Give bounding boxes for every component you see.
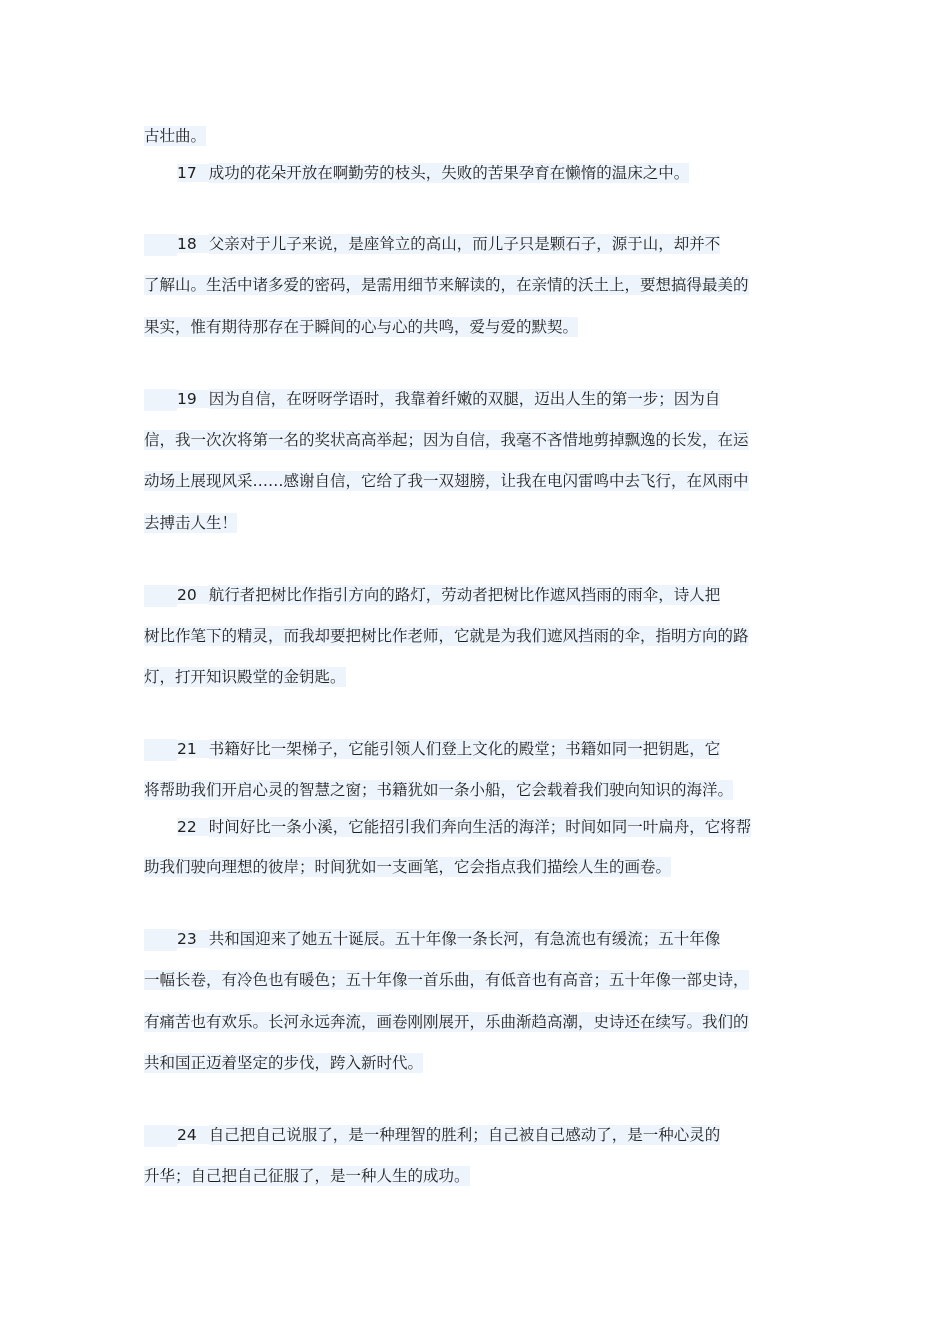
- paragraph-17-line-1: 17 成功的花朵开放在啊勤劳的枝头，失败的苦果孕育在懒惰的温床之中。: [177, 164, 690, 182]
- paragraph-23-line-3: 有痛苦也有欢乐。长河永远奔流，画卷刚刚展开，乐曲渐趋高潮，史诗还在续写。我们的: [144, 1013, 749, 1031]
- paragraph-22-line-1: 22 时间好比一条小溪，它能招引我们奔向生活的海洋；时间如同一叶扁舟，它将帮: [177, 818, 752, 836]
- paragraph-19-line-4: 去搏击人生！: [144, 514, 238, 532]
- paragraph-18-line-2: 了解山。生活中诸多爱的密码，是需用细节来解读的，在亲情的沃土上，要想搞得最美的: [144, 276, 749, 294]
- paragraph-24-line-1: 24 自己把自己说服了，是一种理智的胜利；自己被自己感动了，是一种心灵的: [144, 1123, 720, 1147]
- paragraph-number: 24: [177, 1126, 209, 1144]
- paragraph-20-line-2: 树比作笔下的精灵，而我却要把树比作老师，它就是为我们遮风挡雨的伞，指明方向的路: [144, 627, 749, 645]
- paragraph-16-line-1: 古壮曲。: [144, 127, 207, 145]
- paragraph-number: 20: [177, 586, 209, 604]
- paragraph-21-line-2: 将帮助我们开启心灵的智慧之窗；书籍犹如一条小船，它会载着我们驶向知识的海洋。: [144, 781, 734, 799]
- paragraph-number: 18: [177, 235, 209, 253]
- paragraph-24-line-2: 升华；自己把自己征服了，是一种人生的成功。: [144, 1167, 470, 1185]
- paragraph-23-line-4: 共和国正迈着坚定的步伐，跨入新时代。: [144, 1054, 424, 1072]
- paragraph-21-line-1: 21 书籍好比一架梯子，它能引领人们登上文化的殿堂；书籍如同一把钥匙，它: [144, 737, 720, 761]
- paragraph-23-line-2: 一幅长卷，有冷色也有暖色；五十年像一首乐曲，有低音也有高音；五十年像一部史诗，: [144, 971, 749, 989]
- paragraph-20-line-3: 灯，打开知识殿堂的金钥匙。: [144, 668, 346, 686]
- paragraph-19-line-2: 信，我一次次将第一名的奖状高高举起；因为自信，我毫不吝惜地剪掉飘逸的长发，在运: [144, 431, 749, 449]
- paragraph-number: 23: [177, 930, 209, 948]
- paragraph-number: 21: [177, 740, 209, 758]
- paragraph-22-line-2: 助我们驶向理想的彼岸；时间犹如一支画笔，它会指点我们描绘人生的画卷。: [144, 858, 672, 876]
- paragraph-18-line-3: 果实，惟有期待那存在于瞬间的心与心的共鸣，爱与爱的默契。: [144, 318, 579, 336]
- paragraph-number: 22: [177, 818, 209, 836]
- paragraph-number: 17: [177, 164, 209, 182]
- paragraph-number: 19: [177, 390, 209, 408]
- paragraph-23-line-1: 23 共和国迎来了她五十诞辰。五十年像一条长河，有急流也有缓流；五十年像: [144, 927, 720, 951]
- paragraph-20-line-1: 20 航行者把树比作指引方向的路灯，劳动者把树比作遮风挡雨的雨伞，诗人把: [144, 583, 720, 607]
- paragraph-19-line-3: 动场上展现风采……感谢自信，它给了我一双翅膀，让我在电闪雷鸣中去飞行，在风雨中: [144, 472, 749, 490]
- paragraph-18-line-1: 18 父亲对于儿子来说，是座耸立的高山，而儿子只是颗石子，源于山，却并不: [144, 232, 720, 256]
- paragraph-19-line-1: 19 因为自信，在呀呀学语时，我靠着纤嫩的双腿，迈出人生的第一步；因为自: [144, 387, 720, 411]
